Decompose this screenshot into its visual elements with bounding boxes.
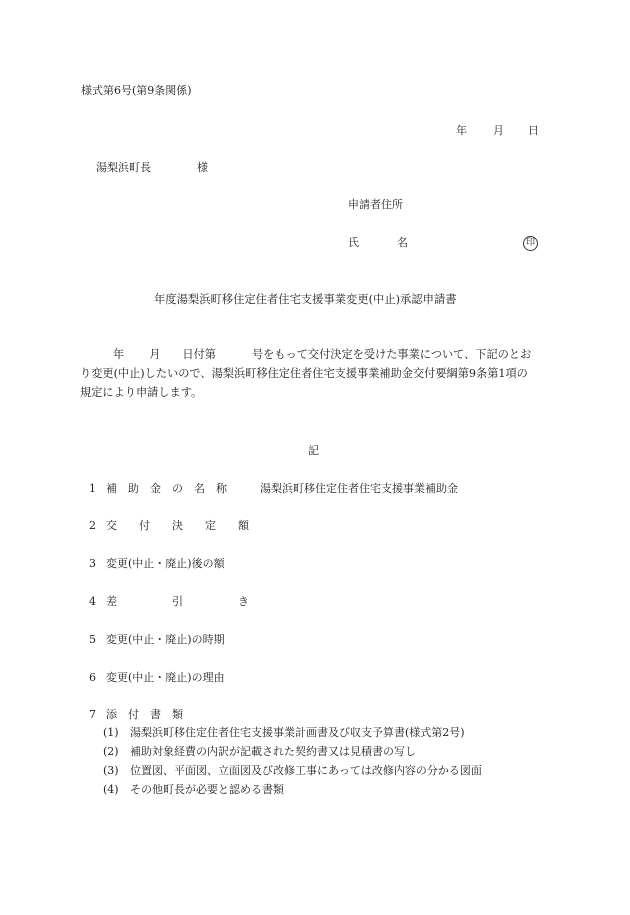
item-number: 4	[89, 595, 96, 608]
item-label: 変更(中止・廃止)後の額	[106, 557, 225, 570]
item-label: 変更(中止・廃止)の理由	[106, 671, 225, 684]
form-number: 様式第6号(第9条関係)	[81, 84, 192, 97]
addressee-name: 湯梨浜町長	[96, 161, 151, 174]
item-number: 1	[89, 482, 96, 495]
item-number: 6	[89, 671, 96, 684]
attachment-number: (4)	[103, 783, 119, 796]
document-title: 年度湯梨浜町移住定住者住宅支援事業変更(中止)承認申請書	[154, 293, 457, 306]
attachment-text: 補助対象経費の内訳が記載された契約書又は見積書の写し	[130, 745, 416, 758]
body-year: 年	[113, 348, 125, 361]
body-line-2: り変更(中止)したいので、湯梨浜町移住定住者住宅支援事業補助金交付要綱第9条第1項の	[80, 367, 528, 380]
applicant-name-label-2: 名	[397, 236, 408, 249]
applicant-address-label: 申請者住所	[348, 198, 403, 211]
item-number: 3	[89, 557, 96, 570]
item-number: 5	[89, 633, 96, 646]
attachment-text: 位置図、平面図、立面図及び改修工事にあっては改修内容の分かる図面	[130, 764, 482, 777]
seal-mark: 印	[523, 236, 538, 251]
item-number: 2	[89, 519, 96, 532]
item-number: 7	[89, 708, 96, 721]
item-label: 添 付 書 類	[106, 708, 183, 721]
attachment-number: (3)	[103, 764, 119, 777]
item-label: 差 引 き	[106, 595, 249, 608]
applicant-name-label-1: 氏	[348, 236, 359, 249]
date-month: 月	[493, 124, 504, 137]
attachment-text: 湯梨浜町移住定住者住宅支援事業計画書及び収支予算書(様式第2号)	[130, 726, 465, 739]
item-label: 補 助 金 の 名 称	[106, 482, 227, 495]
ki-heading: 記	[308, 444, 319, 457]
date-year: 年	[456, 124, 467, 137]
attachment-number: (1)	[103, 726, 119, 739]
attachment-text: その他町長が必要と認める書類	[130, 783, 284, 796]
body-line-1	[80, 345, 550, 364]
body-paragraph	[80, 345, 550, 402]
body-month: 月	[149, 348, 161, 361]
body-date-number: 日付第	[182, 348, 216, 361]
body-line-1-rest: 号をもって交付決定を受けた事業について、下記のとお	[251, 348, 532, 361]
date-day: 日	[528, 124, 539, 137]
addressee-honorific: 様	[197, 161, 208, 174]
item-value: 湯梨浜町移住定住者住宅支援事業補助金	[260, 482, 458, 495]
item-label: 変更(中止・廃止)の時期	[106, 633, 225, 646]
attachment-number: (2)	[103, 745, 119, 758]
item-label: 交 付 決 定 額	[106, 519, 249, 532]
body-line-3: 規定により申請します。	[80, 386, 203, 399]
